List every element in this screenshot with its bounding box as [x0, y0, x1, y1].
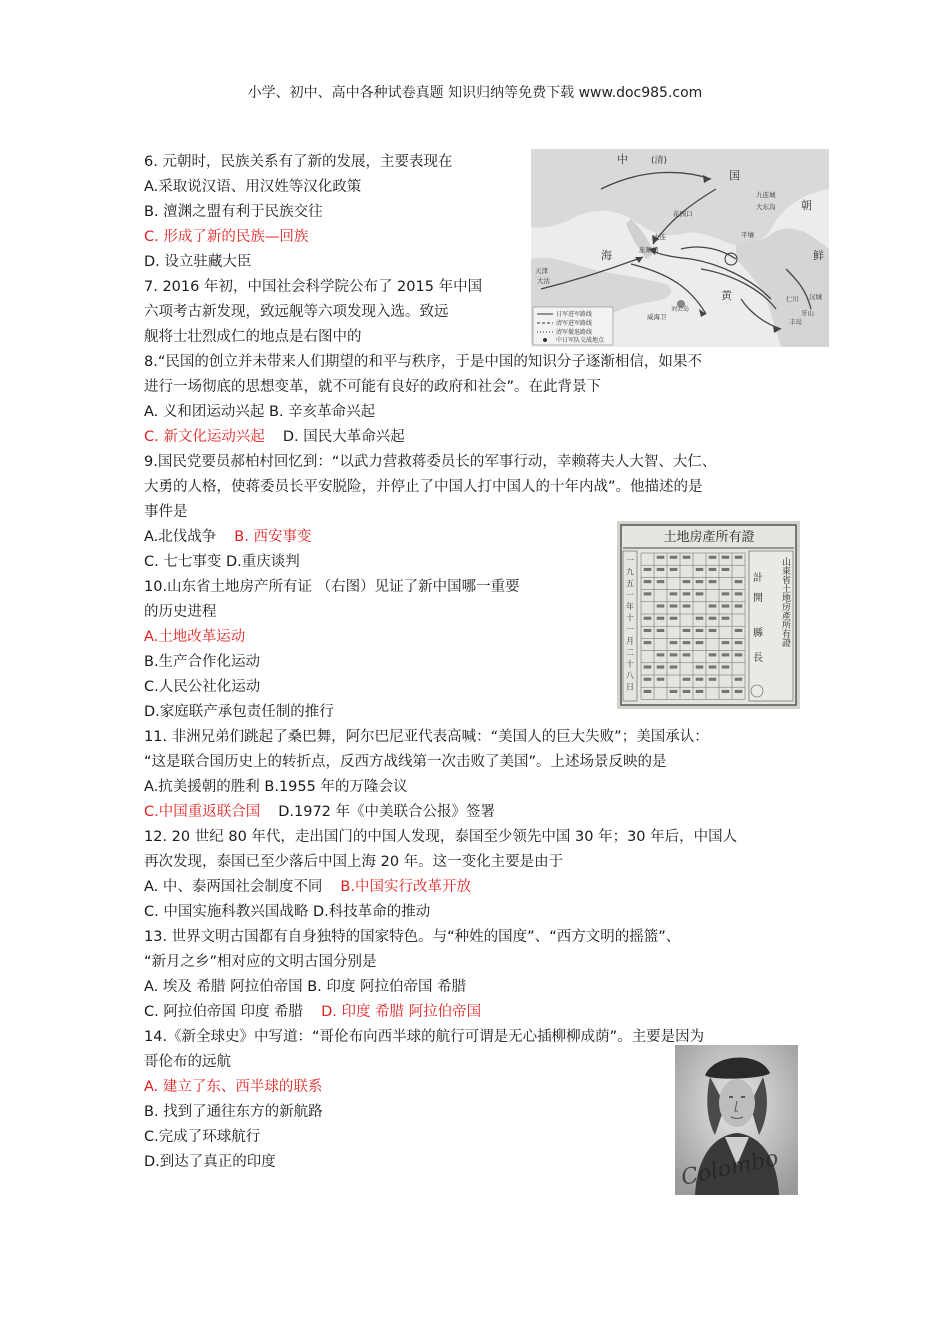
text-segment: 11. 非洲兄弟们跳起了桑巴舞，阿尔巴尼亚代表高喊：“美国人的巨大失败”；美国承认： — [144, 729, 709, 745]
certificate-date-char: 日 — [626, 682, 634, 692]
text-segment: D.1972 年《中美联合公报》签署 — [278, 804, 496, 820]
page-header: 小学、初中、高中各种试卷真题 知识归纳等免费下载 www.doc985.com — [247, 85, 703, 101]
answer-highlight: B.中国实行改革开放 — [340, 879, 471, 895]
certificate-side-title: 山東省土地房產所有證 — [780, 557, 790, 647]
text-line — [144, 726, 709, 748]
text-segment: 大勇的人格，使蒋委员长平安脱险，并停止了中国人打中国人的十年内战”。他描述的是 — [144, 479, 703, 495]
text-segment: 13. 世界文明古国都有自身独特的国家特色。与“种姓的国度”、“西方文明的摇篮”、 — [144, 929, 681, 945]
text-line — [144, 1001, 481, 1023]
map-label-tianjin: 天津 — [535, 267, 548, 275]
certificate-date-char: 一 — [626, 590, 634, 600]
text-line — [144, 226, 308, 248]
sino-japanese-war-map — [531, 149, 829, 347]
map-legend-2: 清军进军路线 — [556, 320, 593, 327]
text-line — [144, 701, 334, 723]
text-line — [144, 826, 737, 848]
portrait-signature: Colombo — [679, 1145, 781, 1191]
map-label-dadonggou: 大东沟 — [756, 203, 776, 211]
certificate-mark-3: 縣 — [753, 628, 763, 639]
map-label-weihaiwei: 威海卫 — [647, 313, 667, 321]
text-line — [144, 976, 466, 998]
text-line — [144, 276, 482, 298]
text-line — [144, 951, 377, 973]
text-line — [144, 326, 362, 348]
text-segment: C.完成了环球航行 — [144, 1129, 261, 1145]
text-line — [144, 1101, 323, 1123]
map-label-fengdao: 丰岛 — [789, 318, 802, 326]
text-line — [144, 551, 300, 573]
text-segment: C. 阿拉伯帝国 印度 希腊 — [144, 1004, 304, 1020]
answer-highlight: A. 建立了东、西半球的联系 — [144, 1079, 323, 1095]
text-segment: 舰将士壮烈成仁的地点是右图中的 — [144, 329, 362, 345]
text-line — [144, 451, 716, 473]
certificate-date-char: 五 — [626, 579, 634, 588]
text-line — [144, 601, 217, 623]
columbus-portrait-image — [675, 1045, 798, 1195]
text-segment: A. 义和团运动兴起 B. 辛亥革命兴起 — [144, 404, 376, 420]
map-label-dalian: 大连 — [653, 233, 666, 241]
text-segment: “新月之乡”相对应的文明古国分别是 — [144, 954, 377, 970]
text-segment: C. 七七事变 D.重庆谈判 — [144, 554, 300, 570]
text-segment: D. 国民大革命兴起 — [282, 429, 405, 445]
text-segment: C.人民公社化运动 — [144, 679, 261, 695]
map-label-qing: (清) — [651, 156, 668, 166]
text-segment: A.北伐战争 — [144, 529, 217, 545]
text-line — [144, 1051, 231, 1073]
certificate-date-char: 二 — [626, 648, 634, 657]
text-line — [144, 1026, 704, 1048]
certificate-mark-1: 計 — [753, 573, 763, 584]
text-segment: 14.《新全球史》中写道：“哥伦布向西半球的航行可谓是无心插柳柳成荫”。主要是因为 — [144, 1029, 705, 1045]
map-label-huang: 黄 — [721, 289, 732, 302]
text-segment: 8.“民国的创立并未带来人们期望的和平与秩序，于是中国的知识分子逐渐相信，如果不 — [144, 354, 702, 370]
text-line — [144, 251, 251, 273]
text-line — [144, 926, 680, 948]
certificate-date-char: 十 — [626, 613, 634, 623]
text-line — [144, 151, 452, 173]
text-segment: 哥伦布的远航 — [144, 1054, 231, 1070]
answer-highlight: D. 印度 希腊 阿拉伯帝国 — [321, 1004, 482, 1020]
text-segment: 再次发现，泰国已至少落后中国上海 20 年。这一变化主要是由于 — [144, 854, 564, 870]
map-label-xian: 鲜 — [813, 249, 824, 262]
text-line — [144, 751, 667, 773]
certificate-date-char: 十 — [626, 659, 634, 669]
map-label-dagu: 大沽 — [537, 277, 550, 285]
certificate-date-char: 月 — [626, 636, 634, 646]
text-segment: 9.国民党要员郝柏村回忆到：“以武力营救蒋委员长的军事行动，幸赖蒋夫人大智、大仁、 — [144, 454, 717, 470]
certificate-date-char: 一 — [626, 556, 634, 565]
text-line — [144, 901, 430, 923]
map-label-huayuankou: 花园口 — [673, 210, 693, 218]
text-line — [144, 876, 471, 898]
text-segment: D.家庭联产承包责任制的推行 — [144, 704, 334, 720]
text-segment: 事件是 — [144, 504, 188, 520]
text-segment: 六项考古新发现，致远舰等六项发现入选。致远 — [144, 304, 449, 320]
text-line — [144, 176, 361, 198]
text-line — [144, 376, 601, 398]
land-certificate-image — [617, 521, 800, 709]
map-label-guo: 国 — [729, 169, 740, 182]
text-line — [144, 1076, 322, 1098]
text-segment: 进行一场彻底的思想变革，就不可能有良好的政府和社会”。在此背景下 — [144, 379, 602, 395]
text-line — [144, 201, 323, 223]
certificate-mark-4: 長 — [753, 653, 763, 664]
text-line — [144, 351, 702, 373]
text-line — [144, 476, 703, 498]
text-segment: A. 埃及 希腊 阿拉伯帝国 B. 印度 阿拉伯帝国 希腊 — [144, 979, 467, 995]
text-segment: 12. 20 世纪 80 年代，走出国门的中国人发现，泰国至少领先中国 30 年；30 年后，中国人 — [144, 829, 738, 845]
text-segment: 的历史进程 — [144, 604, 217, 620]
certificate-title: 土地房產所有證 — [663, 530, 755, 545]
certificate-date-char: 九 — [626, 567, 634, 577]
text-segment: 7. 2016 年初，中国社会科学院公布了 2015 年中国 — [144, 279, 483, 295]
map-label-zhong: 中 — [617, 153, 628, 166]
map-label-hai: 海 — [601, 249, 612, 262]
certificate-date-char: 一 — [626, 625, 634, 634]
text-line — [144, 801, 495, 823]
map-label-renchuan: 仁川 — [786, 295, 799, 303]
text-line — [144, 651, 260, 673]
text-segment: A. 中、泰两国社会制度不同 — [144, 879, 323, 895]
text-line — [144, 1151, 276, 1173]
answer-highlight: C. 新文化运动兴起 — [144, 429, 265, 445]
text-line — [144, 301, 449, 323]
map-label-yashan: 牙山 — [801, 309, 814, 317]
map-label-liugongdao: 刘公岛 — [671, 306, 690, 313]
text-segment: 6. 元朝时，民族关系有了新的发展，主要表现在 — [144, 154, 453, 170]
text-segment: B. 找到了通往东方的新航路 — [144, 1104, 323, 1120]
certificate-mark-2: 開 — [753, 593, 763, 604]
text-line — [144, 1126, 260, 1148]
map-label-jiuliancheng: 九连城 — [756, 191, 776, 199]
text-line — [144, 676, 260, 698]
answer-highlight: A.土地改革运动 — [144, 629, 246, 645]
text-segment: D. 设立驻藏大臣 — [144, 254, 252, 270]
map-label-chao: 朝 — [801, 199, 812, 212]
map-legend-1: 日军进军路线 — [556, 311, 593, 318]
certificate-date-char: 年 — [626, 602, 634, 611]
answer-highlight: C. 形成了新的民族—回族 — [144, 229, 309, 245]
text-segment: B.生产合作化运动 — [144, 654, 261, 670]
certificate-date-char: 八 — [626, 671, 634, 680]
text-segment: B. 澶渊之盟有利于民族交往 — [144, 204, 323, 220]
answer-highlight: B. 西安事变 — [234, 529, 312, 545]
map-label-pingrang: 平壤 — [741, 231, 754, 239]
map-legend-4: 中日军队交战地点 — [556, 337, 605, 344]
text-segment: “这是联合国历史上的转折点，反西方战线第一次击败了美国”。上述场景反映的是 — [144, 754, 667, 770]
map-label-hancheng: 汉城 — [809, 293, 822, 301]
text-line — [144, 501, 188, 523]
text-segment: A.抗美援朝的胜利 B.1955 年的万隆会议 — [144, 779, 408, 795]
text-segment: D.到达了真正的印度 — [144, 1154, 276, 1170]
text-segment: A.采取说汉语、用汉姓等汉化政策 — [144, 179, 362, 195]
text-line — [144, 626, 245, 648]
map-legend-3: 清军撤退路线 — [556, 329, 593, 336]
text-segment: C. 中国实施科教兴国战略 D.科技革命的推动 — [144, 904, 431, 920]
text-line — [144, 576, 520, 598]
map-label-lushunkou: 旅顺口 — [639, 246, 659, 254]
text-line — [144, 851, 563, 873]
text-line — [144, 776, 407, 798]
text-segment: 10.山东省土地房产所有证 （右图）见证了新中国哪一重要 — [144, 579, 520, 595]
text-line — [144, 401, 375, 423]
answer-highlight: C.中国重返联合国 — [144, 804, 261, 820]
text-line — [144, 526, 311, 548]
text-line — [144, 426, 405, 448]
